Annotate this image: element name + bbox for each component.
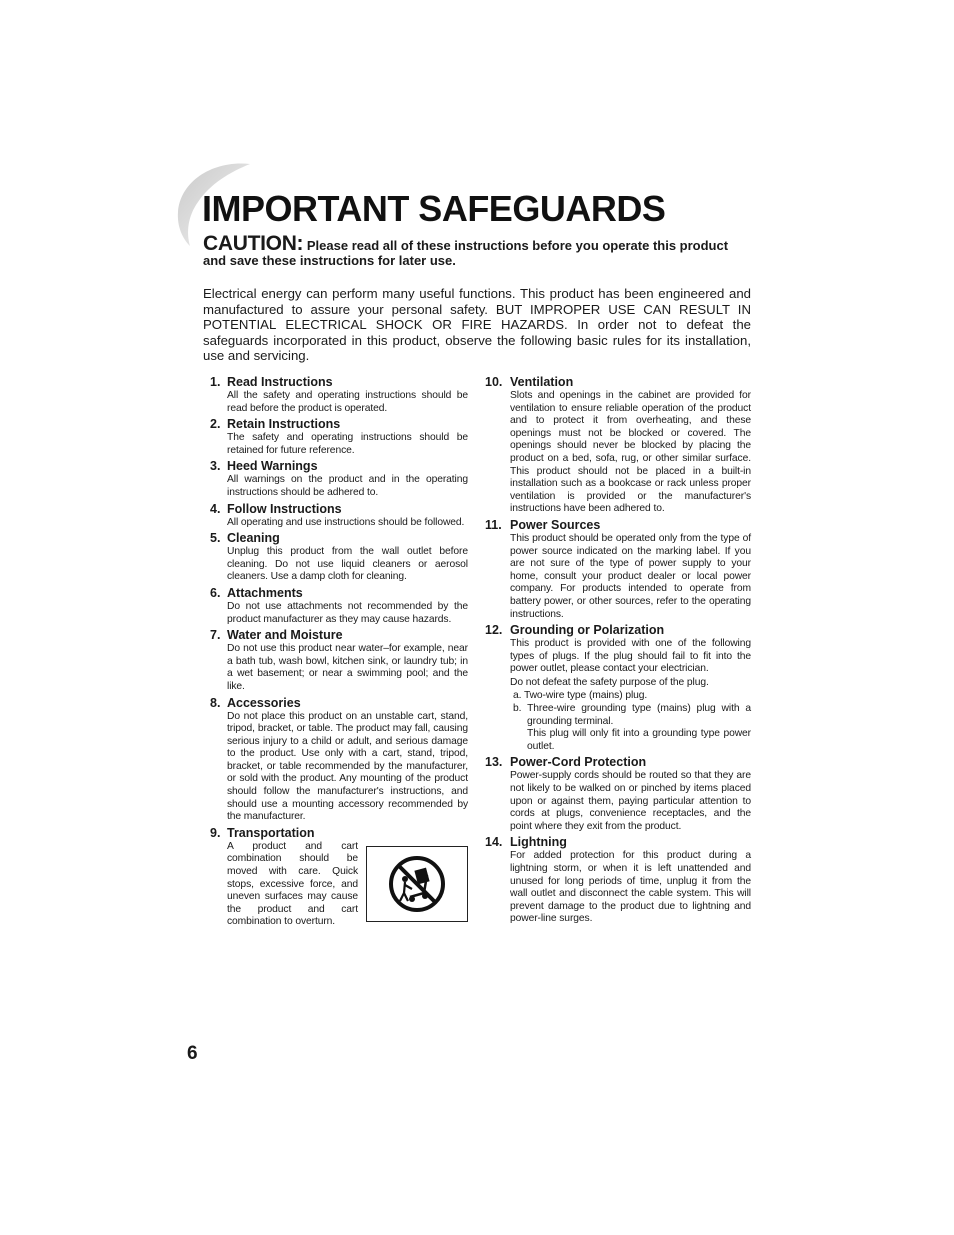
- safeguard-item: [210, 586, 468, 626]
- item-title: Cleaning: [227, 531, 280, 546]
- item-text: The safety and operating instructions should be retained for future reference.: [227, 432, 468, 456]
- caution-notice: [203, 232, 751, 268]
- right-column: [485, 375, 751, 928]
- item-number: 1.: [210, 375, 221, 389]
- item-number: 10.: [485, 375, 503, 389]
- item-title: Follow Instructions: [227, 501, 342, 516]
- item-title: Accessories: [227, 695, 301, 710]
- caution-text: Please read all of these instructions before you operate this product and save these instructions for later use.: [203, 238, 729, 268]
- item-title: Grounding or Polarization: [510, 623, 665, 638]
- safeguard-item: [210, 502, 468, 530]
- item-number: 4.: [210, 501, 221, 516]
- safeguard-item: [485, 518, 751, 621]
- item-text: For added protection for this product during a lightning storm, or when it is left unattended and unused for long periods of time, unplug it from the wall outlet and disconnect the cable system. This will prevent damage to the product due to lightning and power-line surges.: [510, 850, 751, 925]
- safeguard-item: [210, 696, 468, 824]
- item-text: Slots and openings in the cabinet are provided for ventilation to ensure reliable operation of the product and to protect it from overheating, and these openings must not be blocked or covered. The openings should never be blocked by placing the product on a bed, sofa, rug, or other similar surface. This product should not be placed in a built-in installation such as a bookcase or rack unless proper ventilation is provided or the manufacturer's instructions have been adhered to.: [510, 390, 751, 515]
- safeguard-item: [485, 375, 751, 516]
- plug-type-b-note: This plug will only fit into a grounding type power outlet.: [527, 728, 751, 752]
- safeguard-item: [210, 531, 468, 584]
- item-text: Do not use attachments not recommended by the product manufacturer as they may cause hazards.: [227, 600, 468, 625]
- plug-type-b: b. Three-wire grounding type (mains) plug with a grounding terminal.: [513, 703, 751, 727]
- item-text: All operating and use instructions should be followed.: [227, 516, 465, 528]
- safeguard-item: [210, 628, 468, 693]
- item-text: This product should be operated only from the type of power source indicated on the marking label. If you are not sure of the type of power supply to your home, consult your product dealer or local power company. For products intended to operate from battery power, or other sources, refer to the operating instructions.: [510, 532, 751, 620]
- item-text: This product is provided with one of the following types of plugs. If the plug should fail to fit into the power outlet, please contact your electrician.: [510, 638, 751, 675]
- page-title: IMPORTANT SAFEGUARDS: [202, 188, 666, 229]
- cart-tip-over-warning-icon: [388, 855, 446, 913]
- item-title: Lightning: [510, 835, 567, 850]
- item-number: 3.: [210, 459, 221, 474]
- item-text: A product and cart combination should be moved with care. Quick stops, excessive force, and uneven surfaces may cause the product and cart combination to overturn.: [227, 840, 358, 928]
- item-number: 6.: [210, 585, 221, 600]
- plug-type-a: a. Two-wire type (mains) plug.: [513, 690, 648, 702]
- item-text: Power-supply cords should be routed so that they are not likely to be walked on or pinched by items placed upon or against them, paying particular attention to cords at plugs, convenience receptacles, and the point where they exit from the product.: [510, 770, 751, 832]
- item-title: Read Instructions: [227, 375, 333, 389]
- safeguard-item: [210, 375, 468, 415]
- item-title: Heed Warnings: [227, 459, 318, 474]
- cart-warning-box: [366, 846, 468, 922]
- item-title: Water and Moisture: [227, 628, 343, 643]
- item-number: 12.: [485, 623, 503, 638]
- item-text: Unplug this product from the wall outlet before cleaning. Do not use liquid cleaners or aerosol cleaners. Use a damp cloth for cleaning.: [227, 546, 468, 583]
- item-title: Transportation: [227, 825, 315, 840]
- item-text: All warnings on the product and in the operating instructions should be adhered to.: [227, 474, 468, 498]
- item-title: Power Sources: [510, 517, 601, 532]
- plug-type-list: [510, 690, 751, 753]
- item-title: Power-Cord Protection: [510, 755, 647, 770]
- item-number: 14.: [485, 835, 503, 850]
- caution-label: CAUTION:: [203, 232, 304, 255]
- item-title: Attachments: [227, 585, 303, 600]
- item-title: Retain Instructions: [227, 417, 341, 432]
- item-number: 9.: [210, 825, 221, 840]
- item-text: Do not defeat the safety purpose of the plug.: [510, 676, 709, 688]
- item-number: 5.: [210, 531, 221, 546]
- item-text: All the safety and operating instructions should be read before the product is operated.: [227, 390, 468, 414]
- safeguard-item: [210, 459, 468, 499]
- item-title: Ventilation: [510, 375, 574, 389]
- safeguard-item: [485, 835, 751, 926]
- page-number: 6: [187, 1043, 198, 1064]
- safeguard-item: [210, 417, 468, 457]
- safeguard-item-transportation: [210, 826, 468, 929]
- item-number: 11.: [485, 517, 502, 532]
- item-number: 13.: [485, 755, 503, 770]
- left-column: [210, 375, 468, 931]
- item-text: Do not place this product on an unstable cart, stand, tripod, bracket, or table. The product may fall, causing serious injury to a child or adult, and serious damage to the product. Use only with a cart, stand, tripod, bracket, or table recommended by the manufacturer, or sold with the product. Any mounting of the product should follow the manufacturer's instructions, and should use a mounting accessory recommended by the manufacturer.: [227, 710, 468, 823]
- item-text: Do not use this product near water–for example, near a bath tub, wash bowl, kitchen sink, or laundry tub; in a wet basement; or near a swimming pool; and the like.: [227, 643, 468, 692]
- intro-paragraph: Electrical energy can perform many useful functions. This product has been engineered and manufactured to assure your personal safety. BUT IMPROPER USE CAN RESULT IN POTENTIAL ELECTRICAL SHOCK OR FIRE HAZARDS. In order not to defeat the safeguards incorporated in this product, observe the following basic rules for its installation, use and servicing.: [203, 286, 751, 363]
- safeguard-item: [485, 623, 751, 753]
- safeguard-item: [485, 755, 751, 833]
- item-number: 7.: [210, 628, 221, 643]
- item-number: 8.: [210, 695, 221, 710]
- item-number: 2.: [210, 417, 221, 432]
